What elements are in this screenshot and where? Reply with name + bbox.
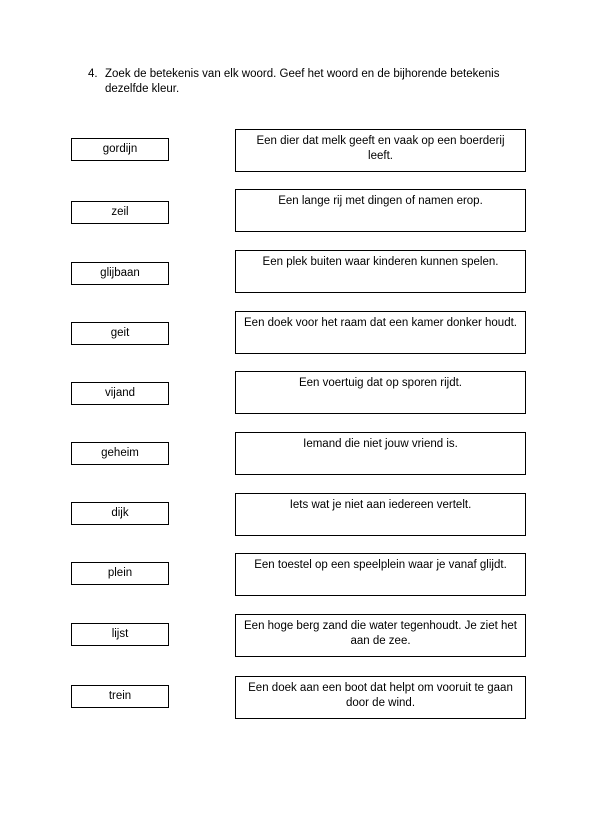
definition-box-4[interactable]: Een doek voor het raam dat een kamer donker houdt. [235,311,526,354]
word-box-gordijn[interactable]: gordijn [71,138,169,161]
definition-box-3[interactable]: Een plek buiten waar kinderen kunnen spelen. [235,250,526,293]
word-box-vijand[interactable]: vijand [71,382,169,405]
definition-box-9[interactable]: Een hoge berg zand die water tegenhoudt. Je ziet het aan de zee. [235,614,526,657]
word-box-dijk[interactable]: dijk [71,502,169,525]
question-number: 4. [88,68,98,80]
definition-box-5[interactable]: Een voertuig dat op sporen rijdt. [235,371,526,414]
instruction-text: Zoek de betekenis van elk woord. Geef het woord en de bijhorende betekenis dezelfde kleur. [105,68,500,95]
word-box-trein[interactable]: trein [71,685,169,708]
word-box-geheim[interactable]: geheim [71,442,169,465]
definition-box-2[interactable]: Een lange rij met dingen of namen erop. [235,189,526,232]
word-box-zeil[interactable]: zeil [71,201,169,224]
definition-box-8[interactable]: Een toestel op een speelplein waar je vanaf glijdt. [235,553,526,596]
word-box-glijbaan[interactable]: glijbaan [71,262,169,285]
word-box-geit[interactable]: geit [71,322,169,345]
definition-box-1[interactable]: Een dier dat melk geeft en vaak op een boerderij leeft. [235,129,526,172]
definition-box-7[interactable]: Iets wat je niet aan iedereen vertelt. [235,493,526,536]
word-box-plein[interactable]: plein [71,562,169,585]
definition-box-10[interactable]: Een doek aan een boot dat helpt om vooruit te gaan door de wind. [235,676,526,719]
word-box-lijst[interactable]: lijst [71,623,169,646]
definition-box-6[interactable]: Iemand die niet jouw vriend is. [235,432,526,475]
